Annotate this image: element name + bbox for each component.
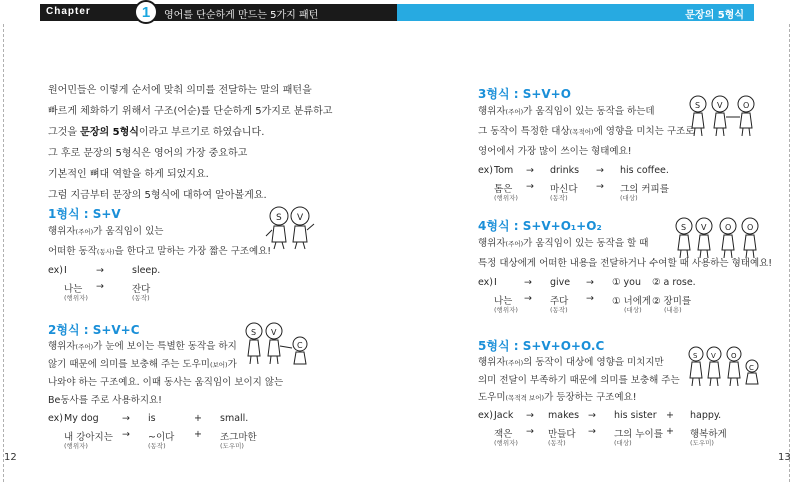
example-word: his coffee. [620,165,669,176]
role-label: (대상) [614,439,632,447]
role-label: (행위자) [64,294,88,302]
translation-word: 그의 누이를 [614,429,663,440]
translation-word: 마신다 [550,184,578,195]
example-word: small. [220,413,249,424]
example-korean-row [48,281,378,293]
translation-word: 잭은 [494,429,513,440]
example-role-row [48,293,378,302]
cartoon-letter: O [725,223,732,232]
role-label: (동작) [132,294,150,302]
translation-word: 조그마한 [220,432,257,443]
intro-line: 원어민들은 이렇게 순서에 맞춰 의미를 전달하는 말의 패턴을 [48,85,312,96]
section-header-bar [397,4,754,21]
section-desc-line: 행위자(주어)의 동작이 대상에 영향을 미치지만 [478,357,664,368]
section-desc-line: 도우미(목적격 보어)가 등장하는 구조예요! [478,392,637,403]
chapter-header-bar [40,4,397,21]
example-korean-row [478,181,794,193]
translation-word: 나는 [494,296,513,307]
intro-line-suffix: 이라고 부르기로 하였습니다. [138,127,265,138]
cartoon-letter: O [747,223,754,232]
cartoon-letter: S [276,213,282,223]
translation-arrow: → [526,426,534,437]
role-label: (동작) [550,306,568,314]
section-desc-line: 행위자(주어)가 움직임이 있는 동작을 할 때 [478,238,649,249]
example-label: ex) [478,165,494,176]
section-title: 5형식 : S+V+O+O.C [478,339,605,353]
cartoon-letter: V [297,213,304,223]
cartoon-svc-characters [240,318,316,372]
role-label: (행위자) [64,442,88,450]
example-word: Tom [494,165,514,176]
section-title: 1형식 : S+V [48,207,121,221]
example-role-row [478,305,794,314]
cartoon-letter: S [695,101,701,110]
translation-arrow: → [524,293,532,304]
intro-line-prefix: 그것을 [48,127,81,138]
example-label: ex) [478,277,494,288]
example-korean-row [478,293,794,305]
example-word: is [148,413,156,424]
translation-word: 주다 [550,296,569,307]
translation-plus: + [666,426,674,437]
example-word: Jack [494,410,514,421]
section-title: 4형식 : S+V+O₁+O₂ [478,219,602,233]
chapter-title: 영어를 단순하게 만드는 5가지 패턴 [164,10,319,21]
example-word: happy. [690,410,722,421]
example-arrow: → [524,277,532,288]
translation-arrow: → [96,281,104,292]
chapter-label: Chapter [46,6,91,17]
cartoon-letter: O [743,101,750,110]
chapter-number: 1 [141,3,151,21]
section-desc-line: Be동사를 주로 사용하지요! [48,395,162,406]
section-desc-line: 행위자(주어)가 움직임이 있는 [48,226,164,237]
example-word: give [550,277,571,288]
example-english-row [478,410,794,423]
role-label: (행위자) [494,306,518,314]
example-word: makes [548,410,580,421]
section-title: 3형식 : S+V+O [478,87,571,101]
section-title: 2형식 : S+V+C [48,323,140,337]
example-plus: + [194,413,202,424]
example-word: ② a rose. [652,277,696,288]
section-desc-line: 의미 전달이 부족하기 때문에 의미를 보충해 주는 [478,375,680,386]
translation-word: ~이다 [148,432,175,443]
intro-line: 기본적인 뼈대 역할을 하게 되었지요. [48,169,209,180]
role-label: (대상) [624,306,642,314]
example-role-row [48,441,378,450]
section-desc-line: 특정 대상에게 어떠한 내용을 전달하거나 수여할 때 사용하는 형태예요! [478,258,773,269]
intro-paragraph [48,80,368,206]
role-label: (행위자) [494,194,518,202]
translation-arrow: → [588,426,596,437]
translation-word: 만들다 [548,429,576,440]
section-pattern-1 [48,206,378,302]
section-header-title: 문장의 5형식 [685,10,744,21]
cartoon-svoo-characters [672,212,764,264]
cartoon-letter: C [297,341,303,350]
example-arrow: → [588,410,596,421]
intro-line [48,122,368,143]
cartoon-letter: S [681,223,687,232]
example-word: I [64,265,67,276]
example-arrow: → [586,277,594,288]
cartoon-letter: V [271,328,277,337]
section-desc-line: 행위자(주어)가 눈에 보이는 특별한 동작을 하지 [48,341,237,352]
translation-word: 내 강아지는 [64,432,113,443]
translation-arrow: → [586,293,594,304]
example-word: I [494,277,497,288]
page-number-left: 12 [4,452,17,463]
translation-word: ① 너에게 [612,296,652,307]
role-label: (도우미) [690,439,714,447]
translation-word: 그의 커피를 [620,184,669,195]
section-desc-line: 영어에서 가장 많이 쓰이는 형태예요! [478,146,632,157]
example-arrow: → [526,165,534,176]
example-arrow: → [122,413,130,424]
example-word: drinks [550,165,580,176]
translation-word: ② 장미를 [652,296,692,307]
role-label: (동작) [148,442,166,450]
cartoon-letter: O [731,352,737,360]
role-label: (행위자) [494,439,518,447]
cartoon-letter: S [251,328,257,337]
role-label: (동작) [548,439,566,447]
section-desc-line: 나와야 하는 구조예요. 이때 동사는 움직임이 보이지 않는 [48,377,284,388]
example-label: ex) [48,265,64,276]
section-desc-line: 않기 때문에 의미를 보충해 주는 도우미(보어)가 [48,359,237,370]
cartoon-svoc-characters [684,340,764,392]
role-label: (대상) [620,194,638,202]
cartoon-letter: V [701,223,707,232]
translation-word: 잔다 [132,284,151,295]
cartoon-letter: V [717,101,723,110]
cartoon-letter: C [749,364,754,372]
example-label: ex) [478,410,494,421]
example-korean-row [48,429,378,441]
section-desc-line: 어떠한 동작(동사)을 한다고 말하는 가장 짧은 구조예요! [48,246,272,257]
role-label: (도우미) [220,442,244,450]
translation-arrow: → [526,181,534,192]
translation-word: 나는 [64,284,83,295]
example-korean-row [478,426,794,438]
example-role-row [478,193,794,202]
example-arrow: → [96,265,104,276]
intro-line: 빠르게 체화하기 위해서 구조(어순)를 단순하게 5가지로 분류하고 [48,106,333,117]
cartoon-letter: V [711,352,716,360]
example-english-row [48,265,378,278]
translation-arrow: → [596,181,604,192]
translation-plus: + [194,429,202,440]
example-word: his sister [614,410,657,421]
page-number-right: 13 [778,452,791,463]
example-word: My dog [64,413,99,424]
cartoon-letter: S [693,352,698,360]
section-pattern-2 [48,322,378,450]
left-page-edge [3,24,4,482]
intro-bold-term: 문장의 5형식 [80,127,139,138]
translation-arrow: → [122,429,130,440]
example-role-row [478,438,794,447]
role-label: (동작) [550,194,568,202]
example-plus: + [666,410,674,421]
role-label: (내용) [664,306,682,314]
section-desc-line: 그 동작이 특정한 대상(목적어)에 영향을 미치는 구조로 [478,126,695,137]
cartoon-svo-characters [686,90,762,140]
example-english-row [48,413,378,426]
intro-line: 그 후로 문장의 5형식은 영어의 가장 중요하고 [48,148,248,159]
example-word: sleep. [132,265,161,276]
example-label: ex) [48,413,64,424]
translation-word: 행복하게 [690,429,727,440]
example-arrow: → [526,410,534,421]
chapter-number-badge [134,0,158,24]
cartoon-sv-characters [262,202,320,252]
intro-line: 그럼 지금부터 문장의 5형식에 대하여 알아볼게요. [48,190,267,201]
example-arrow: → [596,165,604,176]
translation-word: 톰은 [494,184,513,195]
section-desc-line: 행위자(주어)가 움직임이 있는 동작을 하는데 [478,106,655,117]
example-english-row [478,277,794,290]
example-word: ① you [612,277,641,288]
example-english-row [478,165,794,178]
